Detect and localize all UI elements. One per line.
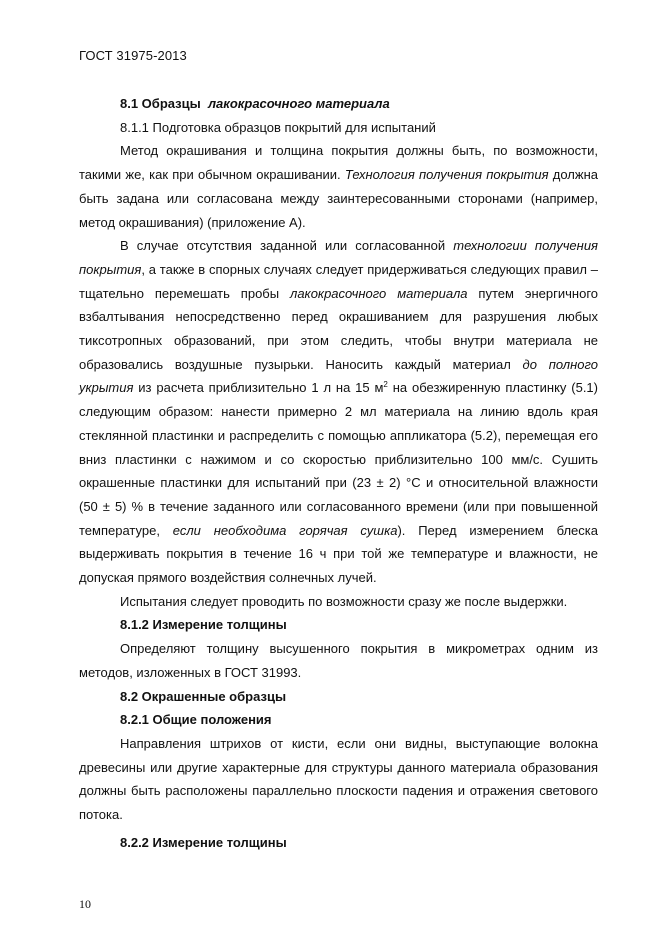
- section-8-1-2-heading: 8.1.2 Измерение толщины: [120, 617, 287, 633]
- paragraph-italic-text: если необходима горячая сушка: [172, 522, 398, 538]
- document-body: [79, 92, 598, 855]
- superscript: 2: [383, 380, 388, 390]
- paragraph-italic-text: Технология получения покрытия: [344, 167, 549, 183]
- paragraph-italic-text: до полного укрытия: [79, 356, 598, 396]
- paragraph-text: должна быть задана или согласована между заинтересованными сторонами (например, метод окрашивания) (приложение А).: [79, 167, 598, 230]
- paragraph-thickness: Определяют толщину высушенного покрытия в микрометрах одним из методов, изложенных в ГОСТ 31993.: [79, 641, 598, 680]
- paragraph-text: на обезжиренную пластинку (5.1) следующим образом: нанести примерно 2 мл материала на линию вдоль края стеклянной пластинки и распределить с помощью аппликатора (5.2), перемещая его вниз пластинки с нажимом и со скоростью приблизительно 100 мм/с. Сушить окрашенные пластинки для испытаний при (23 ± 2) °С и относительной влажности (50 ± 5) % в течение заданного или согласованного времени (или при повышенной температуре,: [79, 380, 598, 538]
- paragraph-stroke-directions: Направления штрихов от кисти, если они видны, выступающие волокна древесины или другие характерные для структуры данного материала образования должны быть расположены параллельно плоскости падения и отражения светового потока.: [79, 735, 598, 823]
- document-code: ГОСТ 31975-2013: [79, 48, 187, 63]
- section-8-1-1-heading: 8.1.1 Подготовка образцов покрытий для испытаний: [120, 119, 436, 135]
- paragraph-text: путем энергичного взбалтывания непосредственно перед окрашиванием для разрушения любых тиксотропных образований, при этом следить, чтобы внутри материала не образовались воздушные пузырьки. Наносить каждый материал: [79, 285, 599, 372]
- paragraph-text: Метод окрашивания и толщина покрытия должны быть, по возможности, такими же, как при обычном окрашивании.: [79, 143, 598, 183]
- paragraph-text: , а также в спорных случаях следует придерживаться следующих правил – тщательно перемешать пробы: [79, 261, 598, 301]
- section-8-2-1-heading: 8.2.1 Общие положения: [120, 712, 272, 728]
- paragraph-italic-text: лакокрасочного материала: [290, 285, 468, 301]
- paragraph-text: из расчета приблизительно 1 л на 15 м: [133, 380, 384, 396]
- paragraph-text: В случае отсутствия заданной или согласованной: [120, 238, 454, 254]
- paragraph-italic-text: технологии получения покрытия: [79, 238, 598, 277]
- paragraph-preparation-rules: [79, 234, 598, 590]
- section-8-2-heading: 8.2 Окрашенные образцы: [120, 688, 287, 704]
- paragraph-testing-time: Испытания следует проводить по возможности сразу же после выдержки.: [120, 593, 568, 609]
- section-8-2-2-heading: 8.2.2 Измерение толщины: [120, 834, 287, 850]
- section-8-1-heading: [79, 92, 598, 116]
- paragraph-coating-method: [79, 139, 598, 234]
- section-8-1-title: лакокрасочного материала: [207, 96, 390, 111]
- page-number: 10: [79, 897, 91, 911]
- section-8-1-number: 8.1 Образцы: [120, 96, 201, 111]
- paragraph-text: ). Перед измерением блеска выдерживать покрытия в течение 16 ч при той же температуре и влажности, не допуская прямого воздействия солнечных лучей.: [79, 522, 598, 586]
